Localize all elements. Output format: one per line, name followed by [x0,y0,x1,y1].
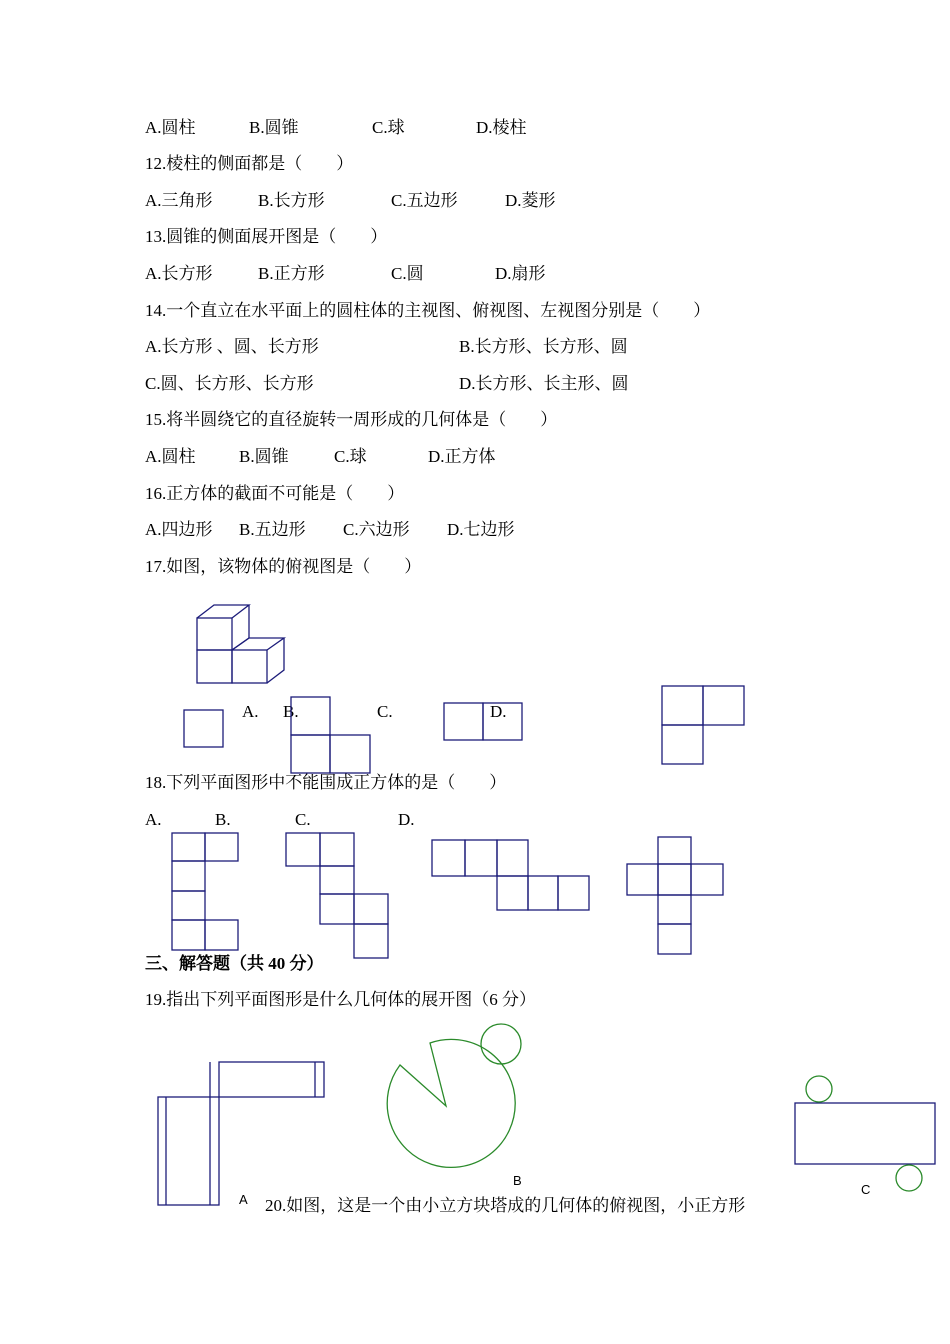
q20-stem: 20.如图，这是一个由小立方块塔成的几何体的俯视图，小正方形 [265,1196,746,1215]
q16-option-a: A.四边形 [145,520,213,539]
q18-option-b-net [286,833,388,958]
q13-option-d: D.扇形 [495,264,546,283]
q17-option-d: D. [490,702,507,721]
q11-option-c: C.球 [372,118,405,137]
q17-option-c-figure [444,703,522,740]
q16-option-c: C.六边形 [343,520,410,539]
q19-label-c: C [861,1182,871,1197]
q18-option-c: C. [295,810,311,829]
q17-option-b: B. [283,702,299,721]
q12-option-c: C.五边形 [391,191,458,210]
q15-option-d: D.正方体 [428,447,496,466]
q11-option-a: A.圆柱 [145,118,196,137]
q19-figure-a-net [158,1062,324,1205]
q14-option-a: A.长方形 、圆、长方形 [145,337,319,356]
q17-option-b-figure [291,697,370,773]
q18-option-d: D. [398,810,415,829]
section-heading: 三、解答题（共 40 分） [145,954,324,973]
q12-option-d: D.菱形 [505,191,556,210]
q11-option-b: B.圆锥 [249,118,299,137]
q17-option-d-figure [662,686,744,764]
q18-option-a-net [172,833,238,950]
q17-option-a-figure [184,710,223,747]
q17-stem: 17.如图，该物体的俯视图是（ ） [145,557,422,576]
q15-option-b: B.圆锥 [239,447,289,466]
q12-option-b: B.长方形 [258,191,325,210]
q18-option-c-net [432,840,589,910]
q11-option-d: D.棱柱 [476,118,527,137]
q13-option-c: C.圆 [391,264,424,283]
q19-label-b: B [513,1173,522,1188]
q19-stem: 19.指出下列平面图形是什么几何体的展开图（6 分） [145,990,536,1009]
q12-option-a: A.三角形 [145,191,213,210]
q14-stem: 14.一个直立在水平面上的圆柱体的主视图、俯视图、左视图分别是（ ） [145,301,711,320]
q18-stem: 18.下列平面图形中不能围成正方体的是（ ） [145,773,507,792]
q16-option-b: B.五边形 [239,520,306,539]
q16-option-d: D.七边形 [447,520,515,539]
q16-stem: 16.正方体的截面不可能是（ ） [145,484,405,503]
q14-option-d: D.长方形、长主形、圆 [459,374,629,393]
q19-figure-b-net [387,1024,521,1167]
q19-figure-c-net [795,1076,935,1191]
q13-option-b: B.正方形 [258,264,325,283]
q17-option-a: A. [242,702,259,721]
q17-option-c: C. [377,702,393,721]
q18-option-d-net [627,837,723,954]
q14-option-c: C.圆、长方形、长方形 [145,374,314,393]
q15-option-a: A.圆柱 [145,447,196,466]
q14-option-b: B.长方形、长方形、圆 [459,337,628,356]
q19-label-a: A [239,1192,248,1207]
q12-stem: 12.棱柱的侧面都是（ ） [145,154,354,173]
q17-3d-object-figure [197,605,284,683]
q13-option-a: A.长方形 [145,264,213,283]
q15-stem: 15.将半圆绕它的直径旋转一周形成的几何体是（ ） [145,410,558,429]
q13-stem: 13.圆锥的侧面展开图是（ ） [145,227,388,246]
q18-option-a: A. [145,810,162,829]
q18-option-b: B. [215,810,231,829]
q15-option-c: C.球 [334,447,367,466]
